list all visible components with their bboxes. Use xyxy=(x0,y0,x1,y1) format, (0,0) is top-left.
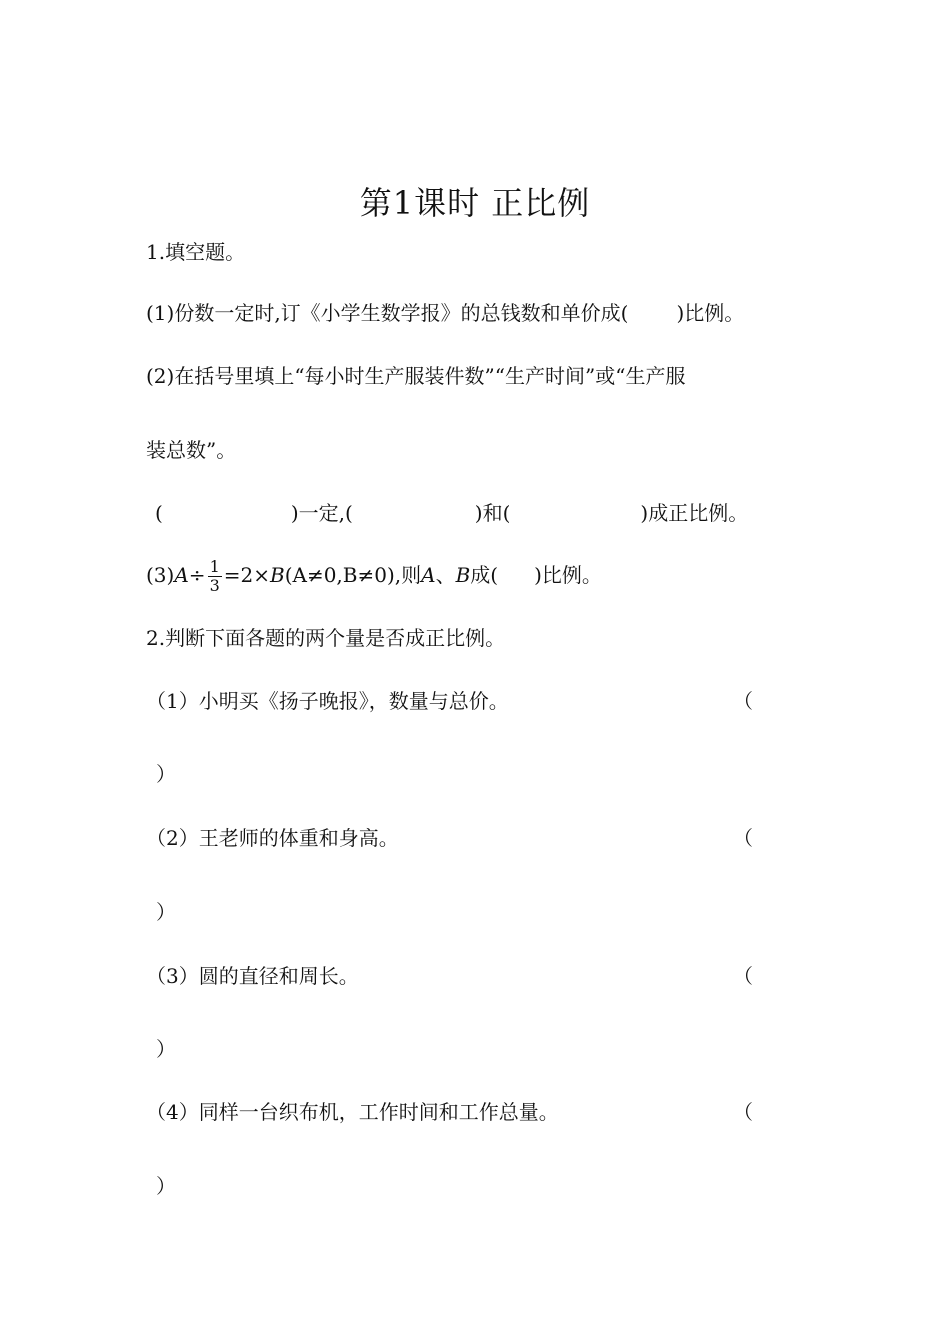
fraction-one-third xyxy=(208,558,222,595)
question-2-heading: 2.判断下面各题的两个量是否成正比例。 xyxy=(146,626,506,650)
var-b-2: B xyxy=(455,563,471,587)
fraction-denominator: 3 xyxy=(209,576,220,595)
question-1-item-2-blanks xyxy=(155,499,748,527)
var-a-2: A xyxy=(421,563,436,587)
answer-paren-open[interactable]: （ xyxy=(733,826,753,850)
then-text: ,则 xyxy=(394,563,422,587)
answer-paren-open[interactable]: （ xyxy=(733,964,753,988)
question-1-item-1 xyxy=(146,299,744,327)
question-1-item-2-cont: 装总数”。 xyxy=(146,438,237,462)
separator: 、 xyxy=(435,563,456,587)
fraction-numerator: 1 xyxy=(209,557,220,576)
q1-item2-and: )和( xyxy=(474,501,511,525)
question-1-item-2: (2)在括号里填上“每小时生产服装件数”“生产时间”或“生产服 xyxy=(146,364,686,388)
q1-item3-text: 成( xyxy=(470,563,499,587)
answer-paren-open[interactable]: （ xyxy=(733,689,753,713)
answer-paren-open[interactable]: （ xyxy=(733,1100,753,1124)
q2-item-2-text: （2）王老师的体重和身高。 xyxy=(146,826,399,850)
equation-rhs: =2× xyxy=(223,563,270,587)
q1-item2-tail: )成正比例。 xyxy=(640,501,749,525)
answer-paren-close: ） xyxy=(156,900,176,924)
page-title: 第1课时 正比例 xyxy=(359,184,591,222)
answer-paren-close: ） xyxy=(156,1174,176,1198)
paren-open: ( xyxy=(155,501,163,525)
q1-item3-num: (3) xyxy=(146,563,175,587)
question-1-item-3 xyxy=(146,558,602,595)
q1-item1-text: (1)份数一定时,订《小学生数学报》的总钱数和单价成( xyxy=(146,301,629,325)
condition: (A≠0,B≠0) xyxy=(284,563,395,587)
q1-item1-tail: )比例。 xyxy=(676,301,745,325)
answer-paren-close: ） xyxy=(156,762,176,786)
q1-item3-tail: )比例。 xyxy=(534,563,602,587)
q2-item-3-text: （3）圆的直径和周长。 xyxy=(146,964,359,988)
question-1-heading: 1.填空题。 xyxy=(146,240,246,264)
divide-sign: ÷ xyxy=(188,563,206,587)
q2-item-1-text: （1）小明买《扬子晚报》，数量与总价。 xyxy=(146,689,509,713)
answer-paren-close: ） xyxy=(156,1037,176,1061)
q1-item2-const: )一定,( xyxy=(290,501,353,525)
var-a: A xyxy=(174,563,189,587)
q2-item-4-text: （4）同样一台织布机，工作时间和工作总量。 xyxy=(146,1100,559,1124)
var-b: B xyxy=(270,563,285,587)
